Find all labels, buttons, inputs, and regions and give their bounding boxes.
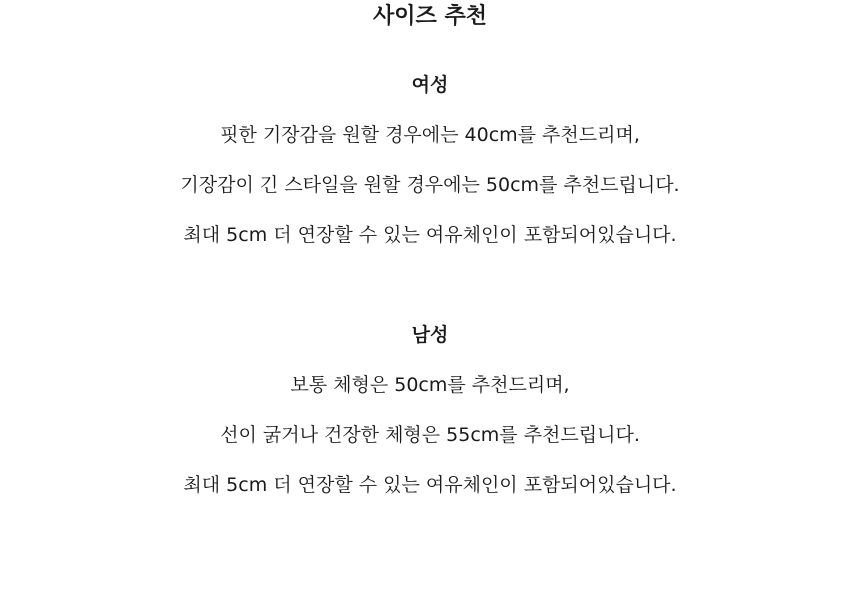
female-line-1: 핏한 기장감을 원할 경우에는 40cm를 추천드리며, xyxy=(220,124,640,146)
male-line-3: 최대 5cm 더 연장할 수 있는 여유체인이 포함되어있습니다. xyxy=(183,474,677,496)
female-heading: 여성 xyxy=(411,74,449,96)
male-line-2: 선이 굵거나 건장한 체형은 55cm를 추천드립니다. xyxy=(220,424,640,446)
page-title: 사이즈 추천 xyxy=(373,4,487,29)
female-line-2: 기장감이 긴 스타일을 원할 경우에는 50cm를 추천드립니다. xyxy=(180,174,680,196)
male-heading: 남성 xyxy=(411,324,449,346)
female-line-3: 최대 5cm 더 연장할 수 있는 여유체인이 포함되어있습니다. xyxy=(183,224,677,246)
male-line-1: 보통 체형은 50cm를 추천드리며, xyxy=(290,374,570,396)
